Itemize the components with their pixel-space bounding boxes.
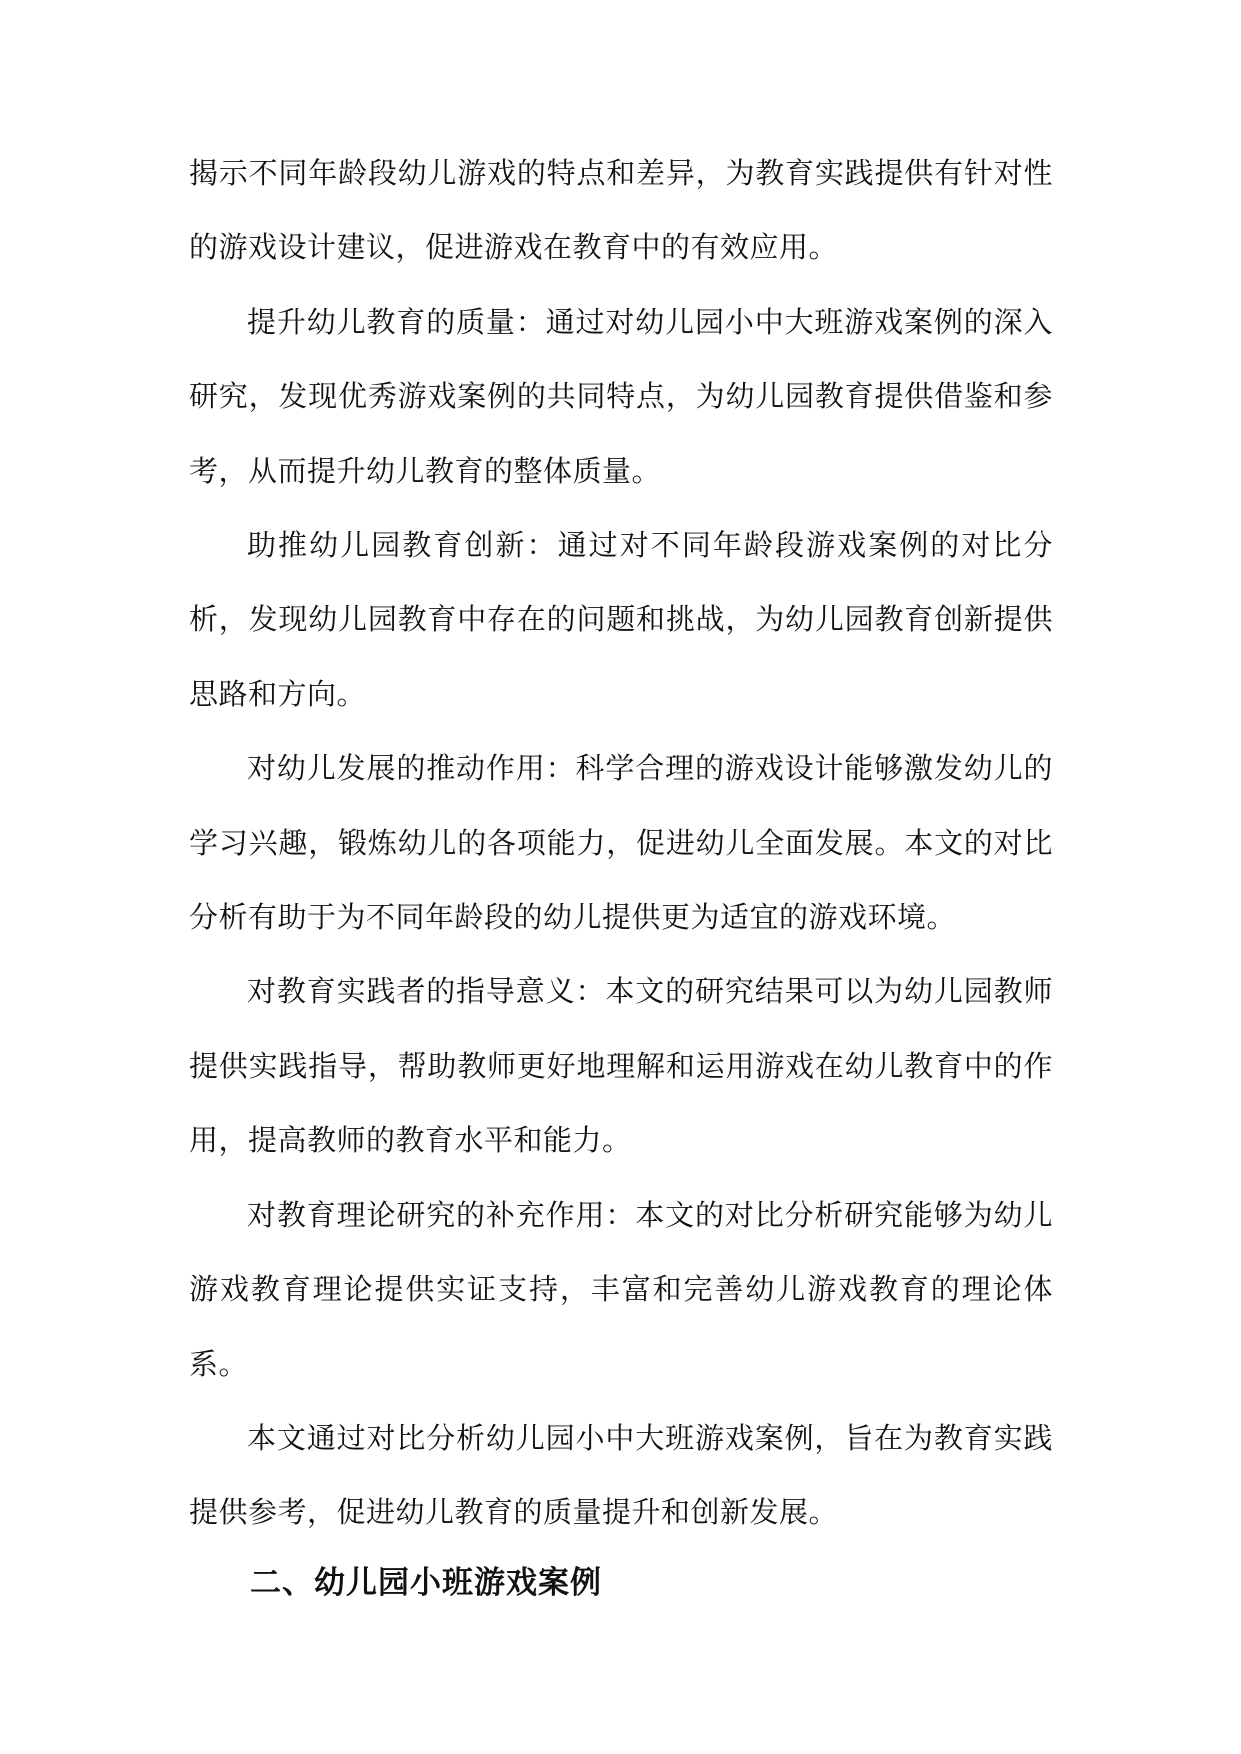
section-heading: 二、幼儿园小班游戏案例 [250,1565,602,1601]
paragraph-summary: 本文通过对比分析幼儿园小中大班游戏案例，旨在为教育实践提供参考，促进幼儿教育的质量提升和创新发展。 [189,1420,1053,1530]
paragraph-education-innovation: 助推幼儿园教育创新：通过对不同年龄段游戏案例的对比分析，发现幼儿园教育中存在的问题和挑战，为幼儿园教育创新提供思路和方向。 [189,528,1053,711]
paragraph-continuation: 揭示不同年龄段幼儿游戏的特点和差异，为教育实践提供有针对性的游戏设计建议，促进游戏在教育中的有效应用。 [189,156,1053,265]
paragraph-education-quality: 提升幼儿教育的质量：通过对幼儿园小中大班游戏案例的深入研究，发现优秀游戏案例的共同特点，为幼儿园教育提供借鉴和参考，从而提升幼儿教育的整体质量。 [189,304,1053,488]
paragraph-child-development: 对幼儿发展的推动作用：科学合理的游戏设计能够激发幼儿的学习兴趣，锻炼幼儿的各项能力，促进幼儿全面发展。本文的对比分析有助于为不同年龄段的幼儿提供更为适宜的游戏环境。 [189,751,1053,935]
paragraph-practitioner-guidance: 对教育实践者的指导意义：本文的研究结果可以为幼儿园教师提供实践指导，帮助教师更好地理解和运用游戏在幼儿教育中的作用，提高教师的教育水平和能力。 [189,974,1053,1158]
body-text [189,136,1053,1550]
paragraph-theory-supplement: 对教育理论研究的补充作用：本文的对比分析研究能够为幼儿游戏教育理论提供实证支持，丰富和完善幼儿游戏教育的理论体系。 [189,1197,1053,1381]
